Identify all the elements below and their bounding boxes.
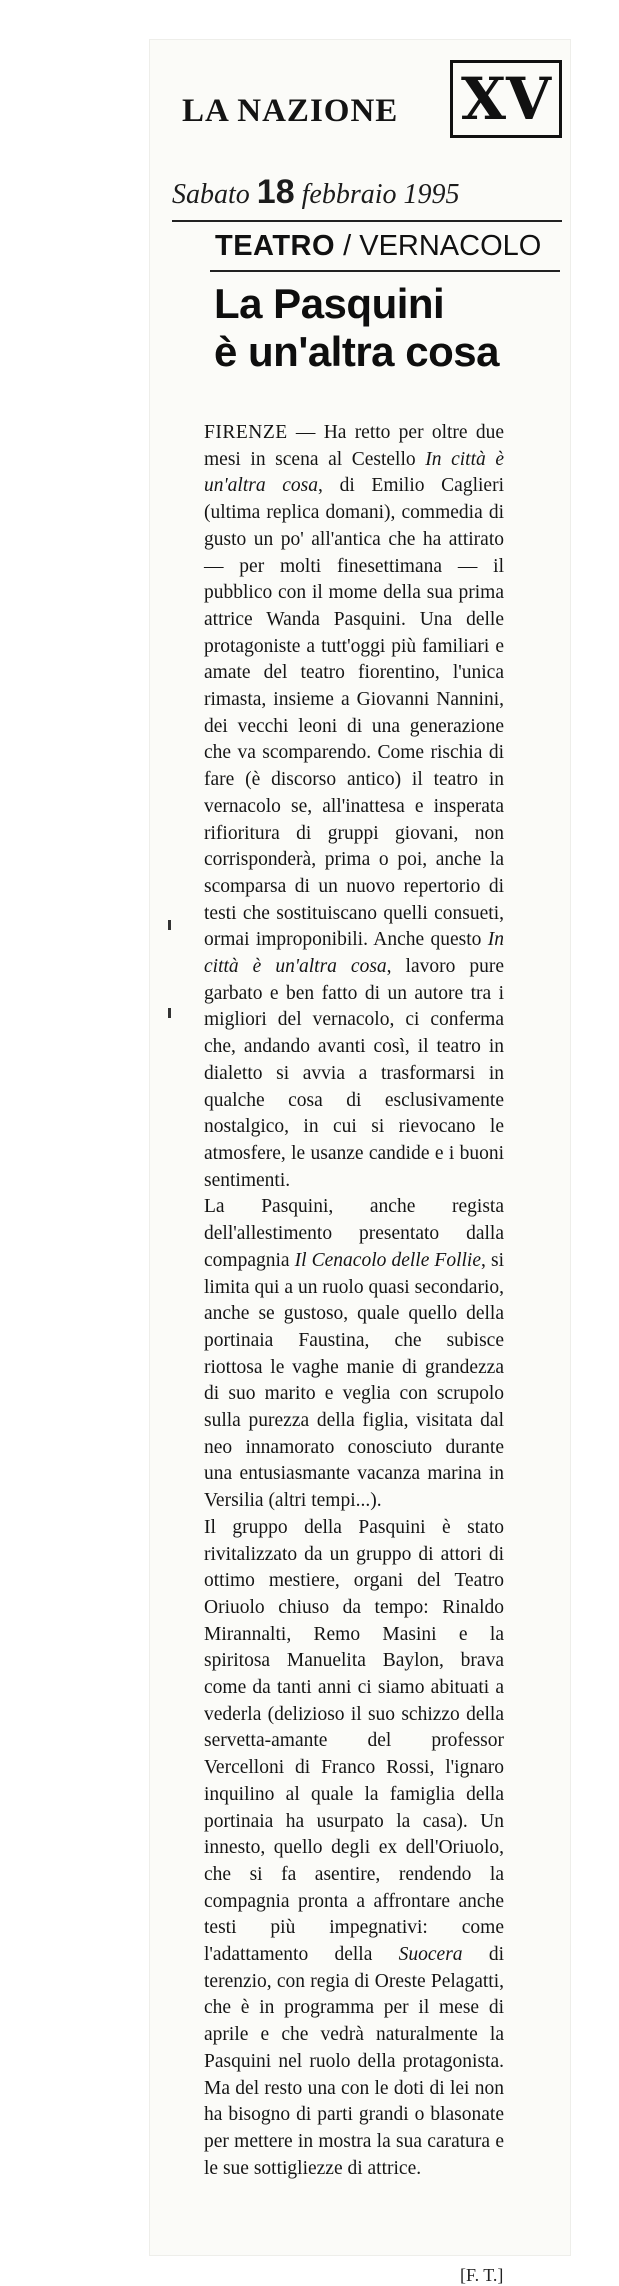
margin-mark xyxy=(168,920,171,930)
margin-mark xyxy=(168,1008,171,1018)
article-paragraph-1 xyxy=(204,420,504,1194)
masthead xyxy=(150,60,570,150)
dateline-place: FIRENZE xyxy=(204,422,288,443)
paragraph-text: , di Emilio Caglieri (ultima replica domani), commedia di gusto un po' all'antica che ha attirato — per molti finesettimana — il pubblico con il mome della sua prima attrice Wanda Pasquini. Una delle protagoniste a tutt'oggi più familiari e amate del teatro fiorentino, l'unica rimasta, insieme a Giovanni Nannini, dei vecchi leoni di una generazione che va scomparendo. Come rischia di fare (è discorso antico) il teatro in vernacolo se, all'inattesa e insperata rifioritura di gruppi giovani, non corrisponderà, prima o poi, anche la scomparsa di un nuovo repertorio di testi che sostituiscano quelli consueti, ormai improponibili. Anche questo xyxy=(204,475,504,951)
date-rule xyxy=(172,220,562,222)
play-title: In città è un'altra cosa xyxy=(204,929,504,978)
paragraph-text: , lavoro pure garbato e ben fatto di un autore tra i migliori del vernacolo, ci conferma che, andando avanti così, il teatro in dialetto si avvia a trasformarsi in qualche cosa di esclusivamente nostalgico, in cui si rievocano le atmosfere, le usanze candide e i buoni sentimenti. xyxy=(204,956,504,1191)
page-number: XV xyxy=(460,65,551,133)
date-day-number: 18 xyxy=(256,173,295,211)
date-month-year: febbraio 1995 xyxy=(301,179,460,210)
article-paragraph-3 xyxy=(204,1515,504,2183)
author-signature: [F. T.] xyxy=(460,2265,504,2285)
paragraph-text: Il gruppo della Pasquini è stato rivitalizzato da un gruppo di attori di ottimo mestiere, organi del Teatro Oriuolo chiuso da tempo: Rinaldo Mirannalti, Remo Masini e la spiritosa Manuelita Baylon, brava come da tanti anni ci siamo abituati a vederla (delizioso il suo schizzo della servetta-amante del professor Vercelloni di Franco Rossi, l'ignaro inquilino al quale la famiglia della portinaia ha usurpato la casa). Un innesto, quello degli ex dell'Oriuolo, che si fa asentire, rendendo la compagnia pronta a affrontare anche testi più impegnativi: come l'adattamento della xyxy=(204,1516,504,1966)
company-name: Il Cenacolo delle Follie xyxy=(294,1249,482,1271)
newspaper-name: LA NAZIONE xyxy=(182,93,399,129)
headline xyxy=(214,280,564,376)
paragraph-text: , si limita qui a un ruolo quasi secondario, anche se gustoso, quale quello della portinaia Faustina, che subisce riottosa le vaghe manie di grandezza di suo marito e veglia con scrupolo sulla purezza della figlia, visitata dal neo innamorato conosciuto durante una entusiasmante vacanza marina in Versilia (altri tempi...). xyxy=(204,1249,504,1512)
headline-line-2: è un'altra cosa xyxy=(214,328,499,375)
newspaper-clipping xyxy=(150,40,570,2285)
publication-date xyxy=(172,173,562,212)
paragraph-text: La Pasquini, anche regista dell'allestimento presentato dalla compagnia xyxy=(204,1196,504,1271)
page-number-box xyxy=(450,60,562,138)
section-label xyxy=(215,230,541,263)
date-day-name: Sabato xyxy=(172,179,250,210)
play-title: In città è un'altra cosa xyxy=(204,448,504,497)
section-rule xyxy=(210,270,560,272)
article-body xyxy=(204,420,504,2182)
play-title: Suocera xyxy=(398,1944,463,1966)
paragraph-text: — Ha retto per oltre due mesi in scena al Cestello xyxy=(204,422,504,470)
section-sub: VERNACOLO xyxy=(359,230,542,262)
section-separator: / xyxy=(335,230,360,262)
headline-line-1: La Pasquini xyxy=(214,280,445,327)
section-main: TEATRO xyxy=(215,230,336,262)
paragraph-text: di terenzio, con regia di Oreste Pelagatti, che è in programma per il mese di aprile e che vedrà naturalmente la Pasquini nel ruolo della protagonista. Ma del resto una con le doti di lei non ha bisogno di parti grandi o blasonate per mettere in mostra la sua caratura e le sue sottigliezze di attrice. xyxy=(204,1944,504,2179)
article-paragraph-2 xyxy=(204,1194,504,1514)
